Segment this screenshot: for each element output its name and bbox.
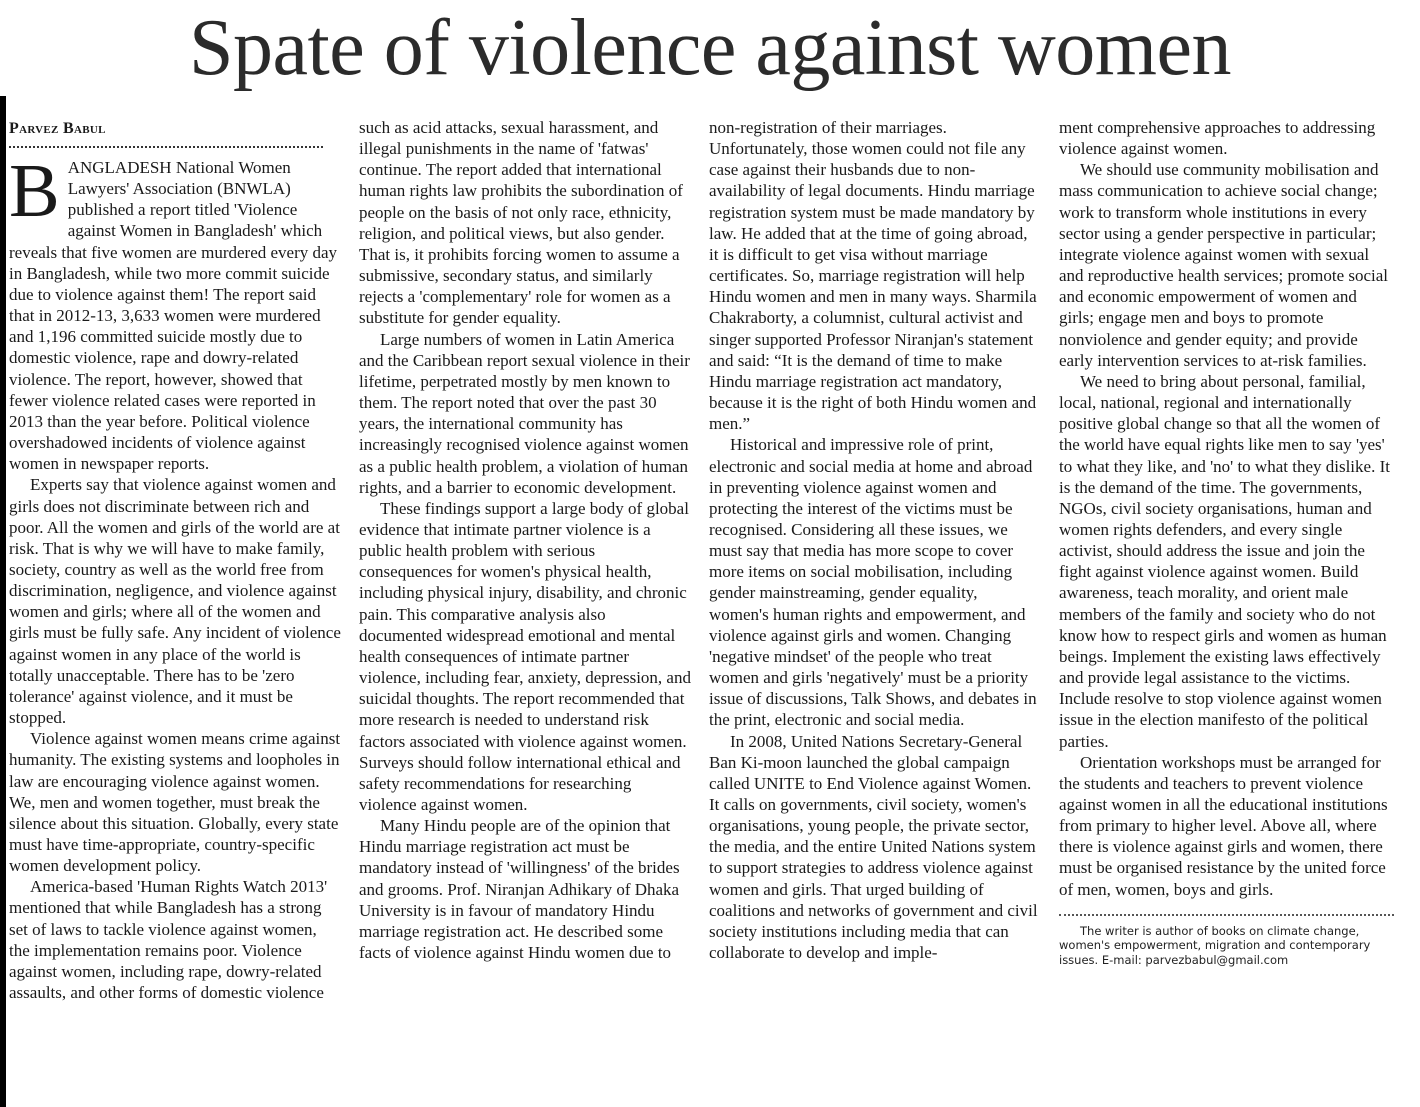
paragraph: Large numbers of women in Latin America and the Caribbean report sexual violence in their lifetime, perpetrated mostly by men known to them. The report noted that over the past 30 years, the international community has increasingly recognised violence against women as a public health problem, a violation of human rights, and a barrier to economic development. — [359, 329, 690, 497]
paragraph: non-registration of their marriages. Unfortunately, those women could not file any case against their husbands due to non-availability of legal documents. Hindu marriage registration system must be made mandatory by law. He added that at the time of going abroad, it is difficult to get visa without marriage certificates. So, marriage registration will help Hindu women and men in many ways. Sharmila Chakraborty, a columnist, cultural activist and singer supported Professor Niranjan's statement and said: “It is the demand of time to make Hindu marriage registration act mandatory, because it is the right of both Hindu women and men.” — [709, 118, 1037, 434]
paragraph: Experts say that violence against women and girls does not discriminate between rich and poor. All the women and girls of the world are at risk. That is why we will have to make family, society, country as well as the world free from discrimination, negligence, and violence against women and girls; where all of the women and girls must be fully safe. Any incident of violence against women in any place of the world is totally unacceptable. There has to be 'zero tolerance' against violence, and it must be stopped. — [9, 475, 341, 728]
paragraph: In 2008, United Nations Secretary-General Ban Ki-moon launched the global campaign called UNITE to End Violence against Women. It calls on governments, civil society, women's organisations, young people, the private sector, the media, and the entire United Nations system to support strategies to address violence against women and girls. That urged building of coalitions and networks of government and civil society institutions including media that can collaborate to develop and imple- — [709, 731, 1038, 963]
article-column-4 — [1059, 117, 1394, 1107]
drop-cap: B — [9, 149, 60, 233]
paragraph: We should use community mobilisation and mass communication to achieve social change; work to transform whole institutions in every sector using a gender perspective in particular; integrate violence against women with sexual and reproductive health services; promote social and economic empowerment of women and girls; engage men and boys to promote nonviolence and gender equity; and provide early intervention services to at-risk families. — [1059, 160, 1389, 370]
paragraph: These findings support a large body of global evidence that intimate partner violence is a public health problem with serious consequences for women's physical health, including physical injury, disability, and chronic pain. This comparative analysis also documented widespread emotional and mental health consequences of intimate partner violence, including fear, anxiety, depression, and suicidal thoughts. The report recommended that more research is needed to understand risk factors associated with violence against women. Surveys should follow international ethical and safety recommendations for researching violence against women. — [359, 498, 691, 814]
headline: Spate of violence against women — [189, 4, 1231, 92]
paragraph: such as acid attacks, sexual harassment, and illegal punishments in the name of 'fatwas' continue. The report added that international human rights law prohibits the subordination of people on the basis of not only race, ethnicity, religion, and political views, but also gender. That is, it prohibits forcing women to assume a submissive, secondary status, and similarly rejects a 'complementary' role for women as a substitute for gender equality. — [359, 118, 683, 328]
paragraph: Violence against women means crime against humanity. The existing systems and loopholes in law are encouraging violence against women. We, men and women together, must break the silence about this situation. Globally, every state must have time-appropriate, country-specific women development policy. — [9, 729, 341, 876]
paragraph: We need to bring about personal, familial, local, national, regional and internationally positive global change so that all the women of the world have equal rights like men to say 'yes' to what they like, and 'no' to what they dislike. It is the demand of the time. The governments, NGOs, civil society organisations, human and women rights defenders, and every single activist, should address the issue and join the fight against violence against women. Build awareness, teach morality, and orient male members of the family and society who do not know how to respect girls and women as human beings. Implement the existing laws effectively and provide legal assistance to the victims. Include resolve to stop violence against women issue in the election manifesto of the political parties. — [1059, 371, 1390, 751]
paragraph: ANGLADESH National Women Lawyers' Association (BNWLA) published a report titled 'Violence against Women in Bangladesh' which reveals that five women are murdered every day in Bangladesh, while two more commit suicide due to violence against them! The report said that in 2012-13, 3,633 women were murdered and 1,196 committed suicide mostly due to domestic violence, rape and dowry-related violence. The report, however, showed that fewer violence related cases were reported in 2013 than the year before. Political violence overshadowed incidents of violence against women in newspaper reports. — [9, 158, 338, 474]
paragraph: Many Hindu people are of the opinion that Hindu marriage registration act must be mandatory instead of 'willingness' of the brides and grooms. Prof. Niranjan Adhikary of Dhaka University is in favour of mandatory Hindu marriage registration act. He described some facts of violence against Hindu women due to — [359, 816, 680, 963]
byline: Parvez Babul — [9, 120, 106, 137]
paragraph: America-based 'Human Rights Watch 2013' mentioned that while Bangladesh has a strong set of laws to tackle violence against women, the implementation remains poor. Violence against women, including rape, dowry-related assaults, and other forms of domestic violence — [9, 877, 328, 1003]
byline-divider — [9, 146, 323, 148]
paragraph: Historical and impressive role of print, electronic and social media at home and abroad in preventing violence against women and protecting the interest of the victims must be recognised. Considering all these issues, we must say that media has more scope to cover more items on social mobilisation, including gender mainstreaming, gender equality, women's human rights and empowerment, and violence against girls and women. Changing 'negative mindset' of the people who treat women and girls 'negatively' must be a priority issue of discussions, Talk Shows, and debates in the print, electronic and social media. — [709, 435, 1037, 730]
author-note-divider — [1059, 914, 1394, 916]
article-column-3 — [709, 117, 1041, 1107]
paragraph: ment comprehensive approaches to addressing violence against women. — [1059, 118, 1376, 159]
article-column-1 — [9, 117, 341, 1107]
author-note: The writer is author of books on climate change, women's empowerment, migration and contemporary issues. E-mail: parvezbabul@gmail.com — [1059, 923, 1371, 967]
article-column-2 — [359, 117, 691, 1107]
paragraph: Orientation workshops must be arranged for the students and teachers to prevent violence against women in all the educational institutions from primary to higher level. Above all, where there is violence against girls and women, there must be organised resistance by the united force of men, women, boys and girls. — [1059, 752, 1388, 899]
left-border-rule — [0, 96, 6, 1107]
